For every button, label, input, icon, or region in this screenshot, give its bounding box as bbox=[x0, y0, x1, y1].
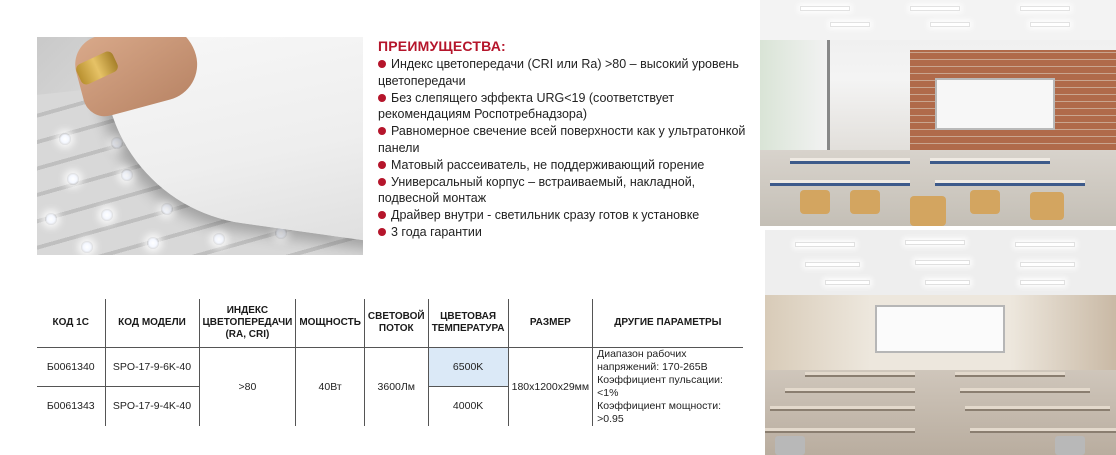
ceiling-light bbox=[1020, 6, 1070, 11]
desk bbox=[960, 388, 1090, 393]
header-flux: СВЕТОВОЙ ПОТОК bbox=[364, 299, 428, 347]
ceiling-light bbox=[915, 260, 970, 265]
window bbox=[760, 40, 830, 160]
bullet-icon bbox=[378, 94, 386, 102]
other-param-voltage: Диапазон рабочих напряжений: 170-265В bbox=[597, 347, 708, 373]
advantage-item: Матовый рассеиватель, не поддерживающий горение bbox=[378, 157, 748, 174]
bullet-icon bbox=[378, 228, 386, 236]
ceiling-light bbox=[910, 6, 960, 11]
bullet-icon bbox=[378, 127, 386, 135]
ceiling-light bbox=[905, 240, 965, 245]
header-color-temp: ЦВЕТОВАЯ ТЕМПЕРАТУРА bbox=[428, 299, 508, 347]
desk bbox=[955, 372, 1065, 377]
desk bbox=[935, 180, 1085, 186]
cell-model-code: SPO-17-9-6K-40 bbox=[105, 347, 199, 386]
advantages-section bbox=[378, 38, 748, 241]
table-row bbox=[37, 347, 743, 386]
whiteboard bbox=[875, 305, 1005, 353]
ceiling-light bbox=[925, 280, 970, 285]
ceiling-light bbox=[825, 280, 870, 285]
cell-color-temp: 6500K bbox=[428, 347, 508, 386]
cell-color-temp: 4000K bbox=[428, 386, 508, 425]
led-dot bbox=[147, 237, 159, 249]
desk bbox=[805, 372, 915, 377]
desk bbox=[765, 428, 915, 433]
cell-model-code: SPO-17-9-4K-40 bbox=[105, 386, 199, 425]
chair bbox=[850, 190, 880, 214]
advantages-title: ПРЕИМУЩЕСТВА: bbox=[378, 38, 506, 54]
desk bbox=[930, 158, 1050, 164]
ceiling-light bbox=[1030, 22, 1070, 27]
header-code-1c: КОД 1С bbox=[37, 299, 105, 347]
ceiling-light bbox=[1020, 280, 1065, 285]
desk bbox=[970, 428, 1116, 433]
desk bbox=[770, 406, 915, 411]
ceiling-light bbox=[1015, 242, 1075, 247]
bullet-icon bbox=[378, 161, 386, 169]
chair bbox=[910, 196, 946, 226]
advantages-list bbox=[378, 56, 748, 241]
advantage-item: Индекс цветопередачи (CRI или Ra) >80 – высокий уровень цветопередачи bbox=[378, 57, 739, 88]
bullet-icon bbox=[378, 178, 386, 186]
advantage-item: Универсальный корпус – встраиваемый, накладной, подвесной монтаж bbox=[378, 174, 696, 205]
advantage-item: 3 года гарантии bbox=[378, 224, 748, 241]
ceiling-light bbox=[930, 22, 970, 27]
desk bbox=[785, 388, 915, 393]
chair bbox=[775, 436, 805, 455]
chair bbox=[970, 190, 1000, 214]
led-dot bbox=[161, 203, 173, 215]
bullet-icon bbox=[378, 60, 386, 68]
header-power: МОЩНОСТЬ bbox=[296, 299, 365, 347]
header-cri: ИНДЕКС ЦВЕТОПЕРЕДАЧИ (RA, CRI) bbox=[199, 299, 296, 347]
other-param-power-factor: Коэффициент мощности: >0.95 bbox=[597, 399, 721, 425]
ceiling-light bbox=[800, 6, 850, 11]
cell-code-1c: Б0061340 bbox=[37, 347, 105, 386]
advantage-item: Драйвер внутри - светильник сразу готов к установке bbox=[378, 207, 748, 224]
ceiling-light bbox=[830, 22, 870, 27]
ceiling-light bbox=[1020, 262, 1075, 267]
desk bbox=[965, 406, 1110, 411]
led-dot bbox=[111, 137, 123, 149]
cell-power: 40Вт bbox=[296, 347, 365, 426]
led-dot bbox=[101, 209, 113, 221]
other-param-ripple: Коэффициент пульсации: <1% bbox=[597, 373, 723, 399]
bullet-icon bbox=[378, 211, 386, 219]
chair bbox=[1030, 192, 1064, 220]
led-dot bbox=[67, 173, 79, 185]
cell-code-1c: Б0061343 bbox=[46, 400, 95, 413]
led-dot bbox=[121, 169, 133, 181]
header-other: ДРУГИЕ ПАРАМЕТРЫ bbox=[593, 299, 743, 347]
led-dot bbox=[81, 241, 93, 253]
header-size: РАЗМЕР bbox=[508, 299, 593, 347]
cell-flux: 3600Лм bbox=[364, 347, 428, 426]
product-photo bbox=[37, 37, 363, 255]
chair bbox=[1055, 436, 1085, 455]
desk bbox=[770, 180, 910, 186]
classroom-photo-top bbox=[760, 0, 1116, 226]
cell-other bbox=[593, 347, 743, 426]
led-dot bbox=[45, 213, 57, 225]
led-dot bbox=[213, 233, 225, 245]
desk bbox=[790, 158, 910, 164]
whiteboard bbox=[935, 78, 1055, 130]
cell-size: 180x1200x29мм bbox=[508, 347, 593, 426]
advantage-item: Без слепящего эффекта URG<19 (соответствует рекомендациям Роспотребнадзора) bbox=[378, 90, 675, 121]
spec-table bbox=[37, 299, 743, 426]
cell-cri: >80 bbox=[199, 347, 296, 426]
header-model-code: КОД МОДЕЛИ bbox=[105, 299, 199, 347]
ceiling-light bbox=[795, 242, 855, 247]
led-dot bbox=[59, 133, 71, 145]
chair bbox=[800, 190, 830, 214]
classroom-photo-bottom bbox=[765, 230, 1116, 455]
ceiling-light bbox=[805, 262, 860, 267]
table-header-row bbox=[37, 299, 743, 347]
advantage-item: Равномерное свечение всей поверхности как у ультратонкой панели bbox=[378, 124, 746, 155]
